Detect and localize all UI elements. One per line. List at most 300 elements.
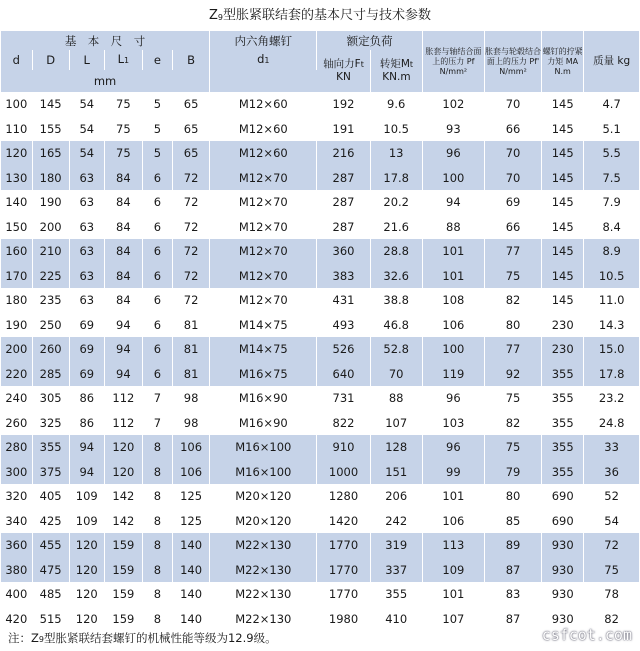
- cell-shaft-pressure: 107: [422, 607, 484, 632]
- cell-B: 106: [173, 435, 210, 460]
- cell-shaft-pressure: 101: [422, 239, 484, 264]
- hex-screw-unit-cell: [210, 70, 317, 92]
- cell-D: 180: [32, 166, 69, 191]
- cell-D: 225: [32, 264, 69, 289]
- cell-mass: 14.3: [584, 313, 639, 338]
- sleeve-hub-pressure-header: 胀套与轮毂结合面上的压力 Pf' N/mm²: [484, 31, 541, 92]
- cell-B: 140: [173, 558, 210, 583]
- cell-L: 54: [69, 92, 104, 117]
- cell-axial-force: 287: [317, 215, 370, 240]
- cell-axial-force: 431: [317, 288, 370, 313]
- table-row: [1, 582, 639, 607]
- cell-screw: M12×60: [210, 141, 317, 166]
- cell-axial-force: 526: [317, 337, 370, 362]
- spec-table: [1, 31, 639, 631]
- cell-shaft-pressure: 101: [422, 582, 484, 607]
- cell-D: 475: [32, 558, 69, 583]
- footnote-subscript: 9: [38, 635, 44, 644]
- cell-B: 72: [173, 264, 210, 289]
- cell-L: 120: [69, 558, 104, 583]
- cell-screw-torque: 145: [542, 239, 584, 264]
- cell-L1: 84: [104, 264, 142, 289]
- cell-screw: M22×130: [210, 533, 317, 558]
- col-D-header: D: [32, 50, 69, 70]
- cell-L: 63: [69, 288, 104, 313]
- cell-screw-torque: 930: [542, 582, 584, 607]
- cell-e: 8: [142, 607, 172, 632]
- cell-screw-torque: 145: [542, 166, 584, 191]
- cell-B: 125: [173, 509, 210, 534]
- col-d1-header: [210, 50, 317, 70]
- cell-L: 86: [69, 411, 104, 436]
- cell-mass: 15.0: [584, 337, 639, 362]
- cell-L: 63: [69, 264, 104, 289]
- cell-e: 6: [142, 362, 172, 387]
- cell-B: 98: [173, 386, 210, 411]
- cell-D: 210: [32, 239, 69, 264]
- cell-D: 285: [32, 362, 69, 387]
- cell-L1: 159: [104, 582, 142, 607]
- cell-B: 72: [173, 288, 210, 313]
- cell-e: 8: [142, 435, 172, 460]
- cell-shaft-pressure: 101: [422, 264, 484, 289]
- cell-D: 305: [32, 386, 69, 411]
- cell-e: 5: [142, 141, 172, 166]
- cell-screw: M12×70: [210, 190, 317, 215]
- cell-screw: M20×120: [210, 509, 317, 534]
- cell-screw-torque: 145: [542, 117, 584, 142]
- cell-D: 155: [32, 117, 69, 142]
- table-row: [1, 362, 639, 387]
- cell-L1: 75: [104, 141, 142, 166]
- cell-screw-torque: 355: [542, 435, 584, 460]
- cell-L1: 142: [104, 484, 142, 509]
- cell-d: 130: [1, 166, 32, 191]
- cell-hub-pressure: 75: [484, 386, 541, 411]
- cell-L1: 84: [104, 288, 142, 313]
- cell-L: 109: [69, 509, 104, 534]
- cell-L: 109: [69, 484, 104, 509]
- cell-e: 8: [142, 509, 172, 534]
- cell-hub-pressure: 70: [484, 92, 541, 117]
- cell-mass: 8.4: [584, 215, 639, 240]
- cell-e: 6: [142, 190, 172, 215]
- cell-L1: 159: [104, 558, 142, 583]
- cell-torque: 242: [370, 509, 422, 534]
- col-d1-sub: 1: [264, 56, 270, 65]
- table-row: [1, 313, 639, 338]
- cell-B: 65: [173, 92, 210, 117]
- cell-axial-force: 640: [317, 362, 370, 387]
- cell-screw-torque: 145: [542, 288, 584, 313]
- cell-shaft-pressure: 106: [422, 313, 484, 338]
- cell-torque: 28.8: [370, 239, 422, 264]
- cell-axial-force: 287: [317, 166, 370, 191]
- cell-d: 360: [1, 533, 32, 558]
- cell-torque: 52.8: [370, 337, 422, 362]
- cell-axial-force: 1280: [317, 484, 370, 509]
- cell-screw: M12×60: [210, 117, 317, 142]
- cell-d: 380: [1, 558, 32, 583]
- cell-mass: 17.8: [584, 362, 639, 387]
- table-row: [1, 558, 639, 583]
- cell-hub-pressure: 79: [484, 460, 541, 485]
- cell-d: 260: [1, 411, 32, 436]
- title-text: 型胀紧联结套的基本尺寸与技术参数: [222, 8, 431, 23]
- screw-torque-header: 螺钉的拧紧力矩 MA N.m: [542, 31, 584, 92]
- cell-D: 485: [32, 582, 69, 607]
- cell-hub-pressure: 82: [484, 288, 541, 313]
- cell-hub-pressure: 85: [484, 509, 541, 534]
- cell-shaft-pressure: 113: [422, 533, 484, 558]
- cell-L: 120: [69, 582, 104, 607]
- cell-screw: M12×70: [210, 215, 317, 240]
- table-row: [1, 337, 639, 362]
- cell-axial-force: 731: [317, 386, 370, 411]
- cell-d: 240: [1, 386, 32, 411]
- table-row: [1, 411, 639, 436]
- cell-mass: 7.9: [584, 190, 639, 215]
- cell-D: 405: [32, 484, 69, 509]
- cell-e: 5: [142, 117, 172, 142]
- cell-D: 165: [32, 141, 69, 166]
- cell-torque: 10.5: [370, 117, 422, 142]
- table-row: [1, 288, 639, 313]
- cell-torque: 21.6: [370, 215, 422, 240]
- table-row: [1, 264, 639, 289]
- cell-hub-pressure: 89: [484, 533, 541, 558]
- cell-hub-pressure: 66: [484, 117, 541, 142]
- cell-D: 355: [32, 435, 69, 460]
- cell-screw: M16×100: [210, 460, 317, 485]
- cell-d: 120: [1, 141, 32, 166]
- cell-screw-torque: 690: [542, 509, 584, 534]
- header-row-1: [1, 31, 639, 50]
- cell-axial-force: 192: [317, 92, 370, 117]
- cell-d: 160: [1, 239, 32, 264]
- cell-L1: 159: [104, 607, 142, 632]
- basic-dims-header: 基 本 尺 寸: [1, 31, 210, 50]
- cell-B: 65: [173, 117, 210, 142]
- cell-e: 6: [142, 337, 172, 362]
- cell-screw-torque: 355: [542, 386, 584, 411]
- col-L1-sub: 1: [124, 56, 130, 65]
- cell-D: 250: [32, 313, 69, 338]
- cell-L: 63: [69, 239, 104, 264]
- cell-mass: 8.9: [584, 239, 639, 264]
- col-L1-text: L: [117, 52, 125, 66]
- cell-axial-force: 360: [317, 239, 370, 264]
- cell-d: 320: [1, 484, 32, 509]
- cell-d: 200: [1, 337, 32, 362]
- cell-hub-pressure: 66: [484, 215, 541, 240]
- cell-L1: 84: [104, 239, 142, 264]
- cell-L1: 94: [104, 313, 142, 338]
- cell-screw-torque: 145: [542, 141, 584, 166]
- cell-d: 340: [1, 509, 32, 534]
- table-row: [1, 484, 639, 509]
- table-row: [1, 92, 639, 117]
- cell-screw-torque: 230: [542, 313, 584, 338]
- cell-L1: 120: [104, 435, 142, 460]
- cell-screw: M16×90: [210, 411, 317, 436]
- title-subscript: 9: [217, 13, 223, 22]
- cell-screw: M22×130: [210, 558, 317, 583]
- table-row: [1, 460, 639, 485]
- cell-L1: 75: [104, 92, 142, 117]
- cell-L1: 75: [104, 117, 142, 142]
- cell-shaft-pressure: 119: [422, 362, 484, 387]
- cell-torque: 17.8: [370, 166, 422, 191]
- cell-shaft-pressure: 96: [422, 435, 484, 460]
- torque-sub: t: [409, 60, 414, 69]
- cell-L: 63: [69, 190, 104, 215]
- col-d-header: d: [1, 50, 32, 70]
- cell-d: 300: [1, 460, 32, 485]
- hex-screw-header: 内六角螺钉: [210, 31, 317, 50]
- axial-force-text: 轴向力F: [323, 58, 361, 70]
- table-row: [1, 239, 639, 264]
- cell-screw-torque: 230: [542, 337, 584, 362]
- cell-d: 180: [1, 288, 32, 313]
- cell-screw-torque: 145: [542, 264, 584, 289]
- cell-D: 200: [32, 215, 69, 240]
- cell-screw: M12×70: [210, 166, 317, 191]
- cell-d: 150: [1, 215, 32, 240]
- cell-d: 220: [1, 362, 32, 387]
- cell-hub-pressure: 82: [484, 411, 541, 436]
- cell-screw-torque: 690: [542, 484, 584, 509]
- cell-hub-pressure: 80: [484, 313, 541, 338]
- cell-shaft-pressure: 88: [422, 215, 484, 240]
- torque-unit: KN.m: [382, 71, 411, 83]
- cell-axial-force: 1770: [317, 582, 370, 607]
- cell-D: 375: [32, 460, 69, 485]
- cell-e: 6: [142, 288, 172, 313]
- cell-B: 125: [173, 484, 210, 509]
- cell-shaft-pressure: 100: [422, 166, 484, 191]
- cell-screw: M12×60: [210, 92, 317, 117]
- cell-screw-torque: 930: [542, 558, 584, 583]
- cell-L1: 142: [104, 509, 142, 534]
- torque-text: 转矩M: [379, 58, 410, 70]
- col-L1-header: [104, 50, 142, 70]
- cell-screw: M12×70: [210, 288, 317, 313]
- cell-screw: M22×130: [210, 582, 317, 607]
- cell-torque: 128: [370, 435, 422, 460]
- cell-B: 72: [173, 166, 210, 191]
- cell-torque: 88: [370, 386, 422, 411]
- cell-L1: 159: [104, 533, 142, 558]
- cell-D: 515: [32, 607, 69, 632]
- cell-e: 6: [142, 239, 172, 264]
- cell-hub-pressure: 77: [484, 239, 541, 264]
- cell-L: 86: [69, 386, 104, 411]
- cell-B: 140: [173, 607, 210, 632]
- cell-B: 98: [173, 411, 210, 436]
- cell-screw-torque: 145: [542, 190, 584, 215]
- cell-L1: 120: [104, 460, 142, 485]
- cell-D: 455: [32, 533, 69, 558]
- cell-B: 72: [173, 215, 210, 240]
- cell-L: 120: [69, 533, 104, 558]
- table-row: [1, 117, 639, 142]
- cell-L: 94: [69, 460, 104, 485]
- cell-hub-pressure: 92: [484, 362, 541, 387]
- cell-shaft-pressure: 102: [422, 92, 484, 117]
- cell-screw: M20×120: [210, 484, 317, 509]
- cell-B: 81: [173, 337, 210, 362]
- cell-torque: 206: [370, 484, 422, 509]
- cell-axial-force: 822: [317, 411, 370, 436]
- cell-screw: M14×75: [210, 313, 317, 338]
- cell-d: 420: [1, 607, 32, 632]
- cell-d: 100: [1, 92, 32, 117]
- mm-unit-header: mm: [1, 70, 210, 92]
- cell-torque: 32.6: [370, 264, 422, 289]
- cell-L1: 94: [104, 337, 142, 362]
- cell-e: 6: [142, 264, 172, 289]
- cell-screw-torque: 355: [542, 362, 584, 387]
- cell-axial-force: 1770: [317, 558, 370, 583]
- cell-e: 6: [142, 215, 172, 240]
- cell-mass: 24.8: [584, 411, 639, 436]
- cell-mass: 36: [584, 460, 639, 485]
- cell-axial-force: 216: [317, 141, 370, 166]
- table-row: [1, 435, 639, 460]
- cell-mass: 5.1: [584, 117, 639, 142]
- cell-d: 110: [1, 117, 32, 142]
- col-B-header: B: [173, 50, 210, 70]
- cell-screw: M16×100: [210, 435, 317, 460]
- cell-e: 5: [142, 92, 172, 117]
- cell-axial-force: 191: [317, 117, 370, 142]
- table-row: [1, 215, 639, 240]
- cell-axial-force: 910: [317, 435, 370, 460]
- cell-B: 140: [173, 533, 210, 558]
- watermark: csfcot.com: [541, 626, 632, 644]
- cell-d: 170: [1, 264, 32, 289]
- cell-B: 72: [173, 190, 210, 215]
- cell-screw-torque: 930: [542, 607, 584, 632]
- rated-load-header: 额定负荷: [317, 31, 422, 50]
- axial-force-unit: KN: [336, 71, 351, 83]
- cell-hub-pressure: 75: [484, 264, 541, 289]
- cell-L: 69: [69, 313, 104, 338]
- table-row: [1, 141, 639, 166]
- cell-hub-pressure: 83: [484, 582, 541, 607]
- cell-shaft-pressure: 108: [422, 288, 484, 313]
- cell-mass: 4.7: [584, 92, 639, 117]
- cell-mass: 78: [584, 582, 639, 607]
- cell-L: 63: [69, 166, 104, 191]
- cell-L1: 84: [104, 166, 142, 191]
- cell-L1: 84: [104, 190, 142, 215]
- footnote-text-1: 注：Z: [8, 631, 39, 645]
- cell-shaft-pressure: 93: [422, 117, 484, 142]
- cell-B: 140: [173, 582, 210, 607]
- cell-d: 140: [1, 190, 32, 215]
- cell-screw: M14×75: [210, 337, 317, 362]
- cell-screw: M22×130: [210, 607, 317, 632]
- cell-d: 280: [1, 435, 32, 460]
- cell-mass: 82: [584, 607, 639, 632]
- cell-torque: 38.8: [370, 288, 422, 313]
- col-L-header: L: [69, 50, 104, 70]
- cell-B: 106: [173, 460, 210, 485]
- cell-D: 235: [32, 288, 69, 313]
- cell-torque: 20.2: [370, 190, 422, 215]
- cell-D: 325: [32, 411, 69, 436]
- cell-screw-torque: 355: [542, 411, 584, 436]
- footnote-text-2: 型胀紧联结套螺钉的机械性能等级为12.9级。: [43, 631, 277, 645]
- cell-shaft-pressure: 96: [422, 386, 484, 411]
- cell-e: 8: [142, 484, 172, 509]
- cell-hub-pressure: 70: [484, 166, 541, 191]
- cell-mass: 75: [584, 558, 639, 583]
- cell-e: 8: [142, 582, 172, 607]
- cell-hub-pressure: 87: [484, 558, 541, 583]
- col-e-header: e: [142, 50, 172, 70]
- cell-e: 6: [142, 166, 172, 191]
- col-d1-text: d: [257, 52, 265, 66]
- cell-shaft-pressure: 103: [422, 411, 484, 436]
- cell-screw: M16×75: [210, 362, 317, 387]
- cell-screw-torque: 145: [542, 92, 584, 117]
- cell-D: 145: [32, 92, 69, 117]
- cell-axial-force: 1770: [317, 533, 370, 558]
- cell-torque: 410: [370, 607, 422, 632]
- cell-axial-force: 1000: [317, 460, 370, 485]
- torque-header: [370, 50, 422, 92]
- cell-e: 8: [142, 558, 172, 583]
- cell-hub-pressure: 69: [484, 190, 541, 215]
- table-row: [1, 166, 639, 191]
- cell-mass: 72: [584, 533, 639, 558]
- cell-e: 6: [142, 313, 172, 338]
- cell-L: 69: [69, 337, 104, 362]
- cell-axial-force: 383: [317, 264, 370, 289]
- cell-mass: 23.2: [584, 386, 639, 411]
- cell-hub-pressure: 80: [484, 484, 541, 509]
- cell-axial-force: 1420: [317, 509, 370, 534]
- cell-D: 190: [32, 190, 69, 215]
- cell-L: 120: [69, 607, 104, 632]
- cell-shaft-pressure: 101: [422, 484, 484, 509]
- cell-shaft-pressure: 109: [422, 558, 484, 583]
- cell-torque: 70: [370, 362, 422, 387]
- cell-hub-pressure: 77: [484, 337, 541, 362]
- axial-force-sub: t: [360, 60, 364, 69]
- sleeve-shaft-pressure-header: 胀套与轴结合面上的压力 Pf N/mm²: [422, 31, 484, 92]
- cell-shaft-pressure: 99: [422, 460, 484, 485]
- cell-L: 54: [69, 141, 104, 166]
- table-row: [1, 533, 639, 558]
- cell-L: 69: [69, 362, 104, 387]
- cell-d: 400: [1, 582, 32, 607]
- cell-shaft-pressure: 100: [422, 337, 484, 362]
- cell-L: 94: [69, 435, 104, 460]
- cell-L1: 112: [104, 411, 142, 436]
- cell-torque: 319: [370, 533, 422, 558]
- cell-mass: 52: [584, 484, 639, 509]
- mass-header: 质量 kg: [584, 31, 639, 92]
- cell-torque: 9.6: [370, 92, 422, 117]
- table-row: [1, 190, 639, 215]
- cell-B: 65: [173, 141, 210, 166]
- cell-torque: 355: [370, 582, 422, 607]
- cell-torque: 13: [370, 141, 422, 166]
